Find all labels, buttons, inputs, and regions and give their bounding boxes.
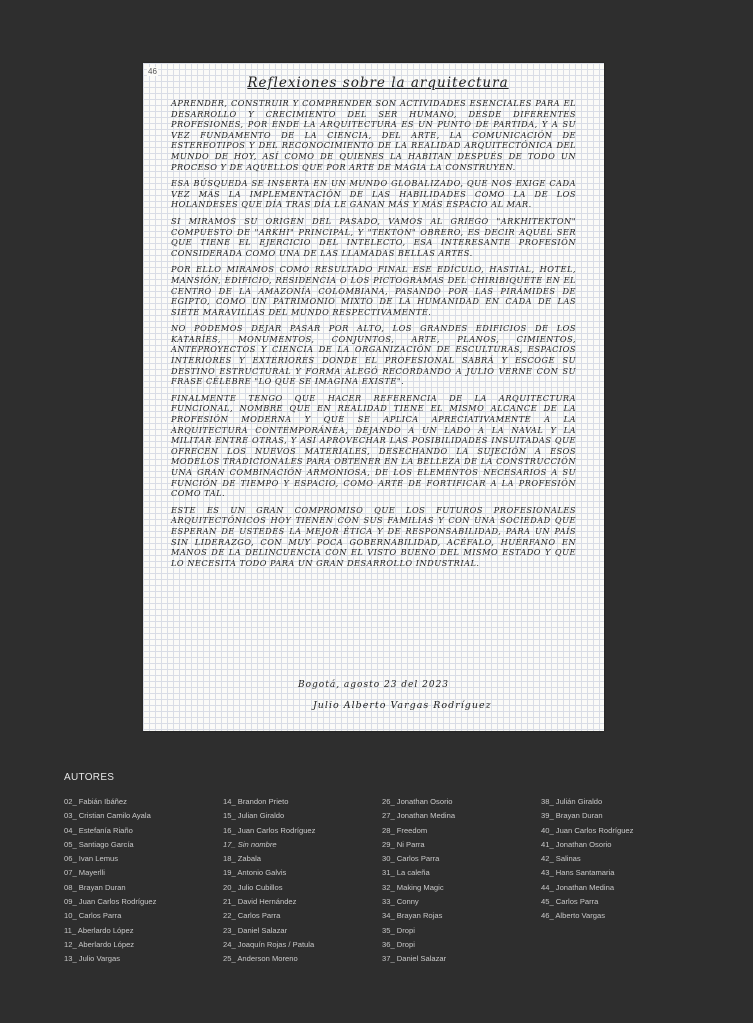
author-entry: 22_ Carlos Parra [223,911,281,921]
author-entry: 44_ Jonathan Medina [541,882,615,892]
authors-column [223,795,381,967]
author-entry: 46_ Alberto Vargas [541,911,606,921]
author-entry: 05_ Santiago García [64,839,134,849]
author-entry: 34_ Brayan Rojas [382,911,443,921]
author-entry: 19_ Antonio Galvis [223,868,287,878]
author-entry: 37_ Daniel Salazar [382,954,447,964]
letter-signature: Julio Alberto Vargas Rodríguez [313,700,492,711]
author-entry: 07_ Mayerlli [64,868,105,878]
author-entry: 40_ Juan Carlos Rodríguez [541,825,634,835]
author-entry: 06_ Ivan Lemus [64,854,119,864]
author-entry: 17_ Sin nombre [223,839,277,849]
letter-paragraph: FINALMENTE TENGO QUE HACER REFERENCIA DE LA ARQUITECTURA FUNCIONAL, NOMBRE QUE EN REALIDAD TIENE EL MISMO ALCANCE DE LA PROFESIÓN MODERNA Y QUE SE APLICA APRECIATIVAMENTE A LA ARQUITECTURA CONTEMPORÁNEA, DEJANDO A UN LADO A LA NAVAL Y LA MILITAR ENTRE OTRAS, Y ASÍ APROVECHAR LAS POSIBILIDADES INSUITADAS QUE OFRECEN LOS NUEVOS MATERIALES, DESECHANDO LA SUJECIÓN A ESOS MODELOS TRADICIONALES PARA OBTENER EN LA BELLEZA DE LA CONSTRUCCIÓN UNA GRAN COMBINACIÓN ARMONIOSA, DE LOS ELEMENTOS NECESARIOS A SU FUNCIÓN DE TIEMPO Y ESPACIO, COMO ARTE DE FORTIFICAR A LA PROFESIÓN COMO TAL. [171,392,576,499]
author-entry: 10_ Carlos Parra [64,911,122,921]
authors-column [382,795,540,967]
letter-body [171,98,576,574]
letter-signoff: Bogotá, agosto 23 del 2023 [298,680,450,690]
letter-paragraph: APRENDER, CONSTRUIR Y COMPRENDER SON ACTIVIDADES ESENCIALES PARA EL DESARROLLO Y CRECIMIENTO DEL SER HUMANO, DESDE DIFERENTES PROFESIONES, POR ENDE LA ARQUITECTURA ES UN PUNTO DE PARTIDA, Y A SU VEZ FUNDAMENTO DE LA CIENCIA, DEL ARTE, LA COMUNICACIÓN DE ESTEREOTIPOS Y DEL RECONOCIMIENTO DE LA REALIDAD ARQUITECTÓNICA DEL MUNDO DE HOY, ASÍ COMO DE QUIENES LA HABITAN DESPUÉS DE TODO UN PROCESO Y DE AQUELLOS QUE POR ARTE DE MAGIA LA CONSTRUYEN. [171,98,576,172]
author-entry: 39_ Brayan Duran [541,811,603,821]
author-entry: 38_ Julián Giraldo [541,797,603,806]
author-entry: 15_ Julian Giraldo [223,811,285,821]
author-entry: 11_ Aberlardo López [64,925,134,935]
author-entry: 14_ Brandon Prieto [223,797,289,806]
letter-paragraph: SI MIRAMOS SU ORIGEN DEL PASADO, VAMOS AL GRIEGO "ARKHITEKTON" COMPUESTO DE "ARKHI" PRINCIPAL, Y "TEKTON" OBRERO, ES DECIR AQUEL SER QUE TIENE EL EJERCICIO DEL INTELECTO, ESA INTERESANTE PROFESIÓN CONSIDERADA COMO UNA DE LAS LLAMADAS BELLAS ARTES. [171,215,576,258]
author-entry: 31_ La caleña [382,868,430,878]
letter-title: Reflexiones sobre la arquitectura [247,75,509,91]
author-entry: 36_ Dropi [382,939,415,949]
author-entry: 23_ Daniel Salazar [223,925,288,935]
author-entry: 03_ Cristian Camilo Ayala [64,811,151,821]
author-entry: 45_ Carlos Parra [541,897,599,907]
author-entry: 21_ David Hernández [223,897,297,907]
authors-column [541,795,699,924]
author-entry: 28_ Freedom [382,825,428,835]
author-entry: 24_ Joaquín Rojas / Patula [223,939,315,949]
letter-paragraph: ESA BÚSQUEDA SE INSERTA EN UN MUNDO GLOBALIZADO, QUE NOS EXIGE CADA VEZ MÁS LA IMPLEMENTACIÓN DE LAS HABILIDADES COMO LA DE LOS HOLANDESES QUE DÍA TRAS DÍA LE GANAN MÁS Y MÁS ESPACIO AL MAR. [171,178,576,210]
author-entry: 02_ Fabián Ibáñez [64,797,127,806]
authors-heading: AUTORES [64,772,115,783]
author-entry: 27_ Jonathan Medina [382,811,456,821]
author-entry: 33_ Conny [382,897,419,907]
letter-paragraph: ESTE ES UN GRAN COMPROMISO QUE LOS FUTUROS PROFESIONALES ARQUITECTÓNICOS HOY TIENEN CON SUS FAMILIAS Y CON UNA SOCIEDAD QUE ESPERAN DE USTEDES LA MEJOR ÉTICA Y DE RESPONSABILIDAD, PARA UN PAÍS SIN LIDERAZGO, CON MUY POCA GOBERNABILIDAD, ACÉFALO, HUÉRFANO EN MANOS DE LA DELINCUENCIA CON EL VISTO BUENO DEL MISMO ESTADO Y QUE LO NECESITA TODO PARA UN GRAN DESARROLLO INDUSTRIAL. [171,504,576,568]
author-entry: 04_ Estefanía Riaño [64,825,133,835]
author-entry: 41_ Jonathan Osorio [541,839,612,849]
author-entry: 16_ Juan Carlos Rodríguez [223,825,316,835]
author-entry: 43_ Hans Santamaria [541,868,615,878]
author-entry: 26_ Jonathan Osorio [382,797,453,806]
author-entry: 29_ Ni Parra [382,839,425,849]
author-entry: 12_ Aberlardo López [64,939,135,949]
author-entry: 18_ Zabala [223,854,261,864]
page-number: 46 [148,67,157,76]
author-entry: 42_ Salinas [541,854,581,864]
author-entry: 32_ Making Magic [382,882,444,892]
author-entry: 30_ Carlos Parra [382,854,440,864]
author-entry: 25_ Anderson Moreno [223,954,298,964]
authors-column [64,795,222,967]
author-entry: 20_ Julio Cubillos [223,882,283,892]
author-entry: 09_ Juan Carlos Rodríguez [64,897,157,907]
author-entry: 13_ Julio Vargas [64,954,121,964]
handwritten-letter-page [143,63,604,731]
author-entry: 08_ Brayan Duran [64,882,126,892]
author-entry: 35_ Dropi [382,925,415,935]
letter-paragraph: NO PODEMOS DEJAR PASAR POR ALTO, LOS GRANDES EDIFICIOS DE LOS KATARÍES, MONUMENTOS, CONJUNTOS, ARTE, PLANOS, CIMIENTOS, ANTEPROYECTOS Y CIENCIA DE LA ORGANIZACIÓN DE ESCULTURAS, ESPACIOS INTERIORES Y EXTERIORES DONDE EL PROFESIONAL SABRÁ Y ESCOGE SU DESTINO ESTRUCTURAL Y FORMA ALEGÓ RECORDANDO A JULIO VERNE CON SU FRASE CÉLEBRE "LO QUE SE IMAGINA EXISTE". [171,323,576,387]
letter-paragraph: POR ELLO MIRAMOS COMO RESULTADO FINAL ESE EDÍCULO, HASTIAL, HOTEL, MANSIÓN, EDIFICIO, RESIDENCIA O LOS PICTOGRAMAS DEL CHIRIBIQUETE EN EL CENTRO DE LA AMAZONÍA COLOMBIANA, PASANDO POR LAS PIRÁMIDES DE EGIPTO, COMO UN PATRIMONIO MIXTO DE LA HUMANIDAD EN CADA DE LAS SIETE MARAVILLAS DEL MUNDO RESPECTIVAMENTE. [171,264,576,317]
